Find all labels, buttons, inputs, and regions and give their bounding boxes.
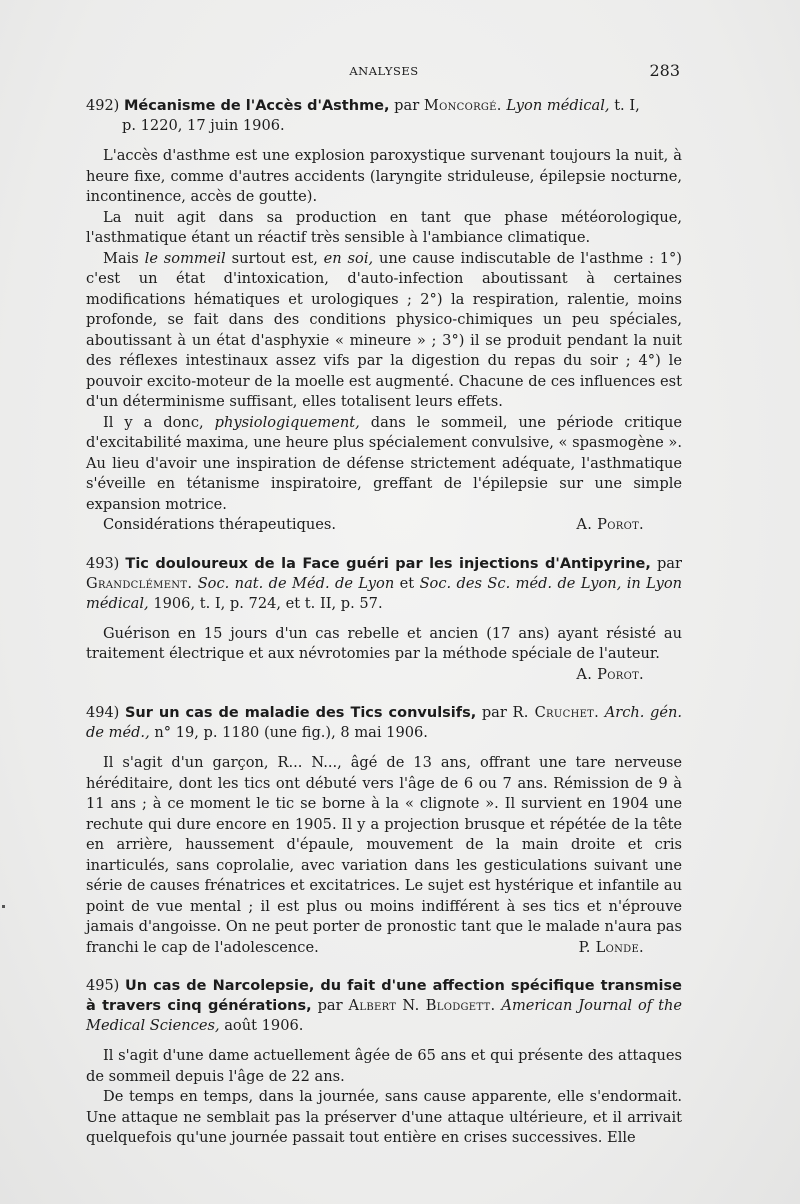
para-text: surtout est,	[231, 249, 318, 267]
abstract-494-number: 494)	[86, 705, 120, 721]
para-text: une cause indiscutable de l'asthme : 1°) c'est un état d'intoxication, d'auto-infection aboutissant à certaines modifications hématiques et urologiques ; 2°) la respiration, ralentie, moins profonde, se fait dans des conditions physico-chimiques un peu spéciales, aboutissant à un état d'asphyxie « mineure » ; 3°) il se produit pendant la nuit des réflexes intestinaux assez vifs par la digestion du repas du soir ; 4°) le pouvoir excito-moteur de la moelle est augmenté. Chacune de ces influences est d'un déterminisme suffisant, elles totalisent leurs effets.	[86, 249, 682, 410]
par-word: par	[394, 97, 420, 114]
abstract-493-number: 493)	[86, 555, 120, 572]
para-text: Il y a donc,	[103, 413, 204, 431]
abstract-495-ref: août 1906.	[224, 1017, 304, 1034]
abstract-495-number: 495)	[86, 978, 120, 994]
para-text: Mais	[103, 249, 139, 267]
abstract-493-title: Tic douloureux de la Face guéri par les injections d'Antipyrine,	[125, 555, 651, 572]
abstract-493	[86, 554, 682, 686]
abstract-493-source-1: Soc. nat. de Méd. de Lyon	[197, 574, 395, 592]
abstract-492-signature: A. Porot.	[576, 516, 644, 533]
page-number: 283	[649, 61, 680, 80]
abstract-492-title: Mécanisme de l'Accès d'Asthme,	[123, 98, 390, 114]
abstract-492-number: 492)	[86, 98, 120, 114]
para-text: Considérations thérapeutiques.	[103, 516, 337, 533]
abstract-492-para-3	[86, 249, 682, 413]
abstract-492-para-2: La nuit agit dans sa production en tant que phase météorologique, l'asthmatique étant un réactif très sensible à l'ambiance climatique.	[86, 208, 682, 246]
par-word: par	[656, 554, 682, 572]
abstract-495-title: Un cas de Narcolepsie, du fait d'une affection spécifique transmise à travers cinq générations,	[86, 978, 682, 1014]
para-text: dans le sommeil, une période critique d'excitabilité maxima, une heure plus spécialement convulsive, « spasmogène ». Au lieu d'avoir une inspiration de défense strictement adéquate, l'asthmatique s'éveille en tétanisme inspiratoire, greffant de l'épilepsie sur une simple expansion motrice.	[86, 413, 683, 513]
par-word: par	[481, 704, 507, 721]
abstract-495-author: Albert N. Blodgett.	[348, 997, 496, 1014]
abstract-495-heading	[86, 976, 682, 1036]
emphasis: le sommeil	[144, 249, 226, 267]
abstract-493-author: Grandclément.	[86, 574, 193, 592]
abstract-493-para-1: Guérison en 15 jours d'un cas rebelle et ancien (17 ans) ayant résisté au traitement électrique et aux névrotomies par la méthode spéciale de l'auteur.	[86, 624, 682, 662]
abstract-494-signature: P. Londe.	[578, 938, 644, 956]
abstract-495-source: American Journal of the Medical Sciences,	[86, 997, 683, 1034]
abstract-492-para-5	[86, 515, 682, 536]
abstract-493-ref: 1906, t. I, p. 724, et t. II, p. 57.	[153, 594, 383, 612]
emphasis: en soi,	[323, 249, 374, 267]
abstract-494-author: R. Cruchet.	[512, 704, 600, 721]
abstract-494-ref: n° 19, p. 1180 (une fig.), 8 mai 1906.	[154, 724, 428, 741]
abstract-494-title: Sur un cas de maladie des Tics convulsifs,	[124, 705, 477, 721]
abstract-492-author: Moncorgé.	[423, 97, 502, 114]
abstract-493-source-2: Soc. des Sc. méd. de Lyon, in Lyon médical,	[86, 574, 683, 612]
emphasis: physiologiquement,	[214, 413, 360, 431]
abstract-492-para-1: L'accès d'asthme est une explosion paroxystique survenant toujours la nuit, à heure fixe, comme d'autres accidents (laryngite striduleuse, épilepsie nocturne, incontinence, accès de goutte).	[86, 147, 682, 205]
page-content	[86, 96, 682, 1149]
abstract-494-para-1	[86, 753, 682, 958]
running-head	[88, 61, 680, 84]
abstract-495	[86, 976, 682, 1149]
margin-mark	[2, 905, 5, 908]
para-text: Il s'agit d'un garçon, R... N..., âgé de 13 ans, offrant une tare nerveuse héréditaire, dont les tics ont débuté vers l'âge de 6 ou 7 ans. Rémission de 9 à 11 ans ; à ce moment le tic se borne à la « clignote ». Il survient en 1904 une rechute qui dure encore en 1905. Il y a projection brusque et répétée de la tête en arrière, haussement d'épaule, mouvement de la main droite et cris inarticulés, sans coprolalie, avec variation dans les gesticulations suivant une série de causes frénatrices et excitatrices. Le sujet est hystérique et infantile au point de vue mental ; il est plus ou moins indifférent à ses tics et n'éprouve jamais d'angoisse. On ne peut porter de pronostic tant que le malade n'aura pas franchi le cap de l'adolescence.	[86, 754, 682, 956]
abstract-494-heading	[86, 703, 682, 743]
running-title: ANALYSES	[349, 64, 419, 78]
abstract-493-heading	[86, 554, 682, 614]
par-word: par	[317, 997, 343, 1014]
abstract-495-para-2: De temps en temps, dans la journée, sans cause apparente, elle s'endormait. Une attaque ne semblait pas la préserver d'une attaque ultérieure, et il arrivait quelquefois qu'une journée passait tout entière en crises successives. Elle	[86, 1088, 682, 1146]
abstract-494-source: Arch. gén. de méd.,	[86, 704, 683, 741]
and-word: et	[399, 574, 415, 592]
abstract-493-signature: A. Porot.	[576, 665, 644, 683]
abstract-492-heading	[86, 96, 682, 136]
abstract-492-source: Lyon médical,	[506, 97, 610, 114]
abstract-492-ref1: t. I,	[614, 97, 640, 114]
abstract-492-para-4	[86, 413, 682, 516]
abstract-495-para-1: Il s'agit d'une dame actuellement âgée de 65 ans et qui présente des attaques de sommeil depuis l'âge de 22 ans.	[86, 1047, 682, 1085]
abstract-492	[86, 96, 682, 536]
abstract-494	[86, 703, 682, 958]
abstract-492-ref2: p. 1220, 17 juin 1906.	[122, 117, 285, 134]
